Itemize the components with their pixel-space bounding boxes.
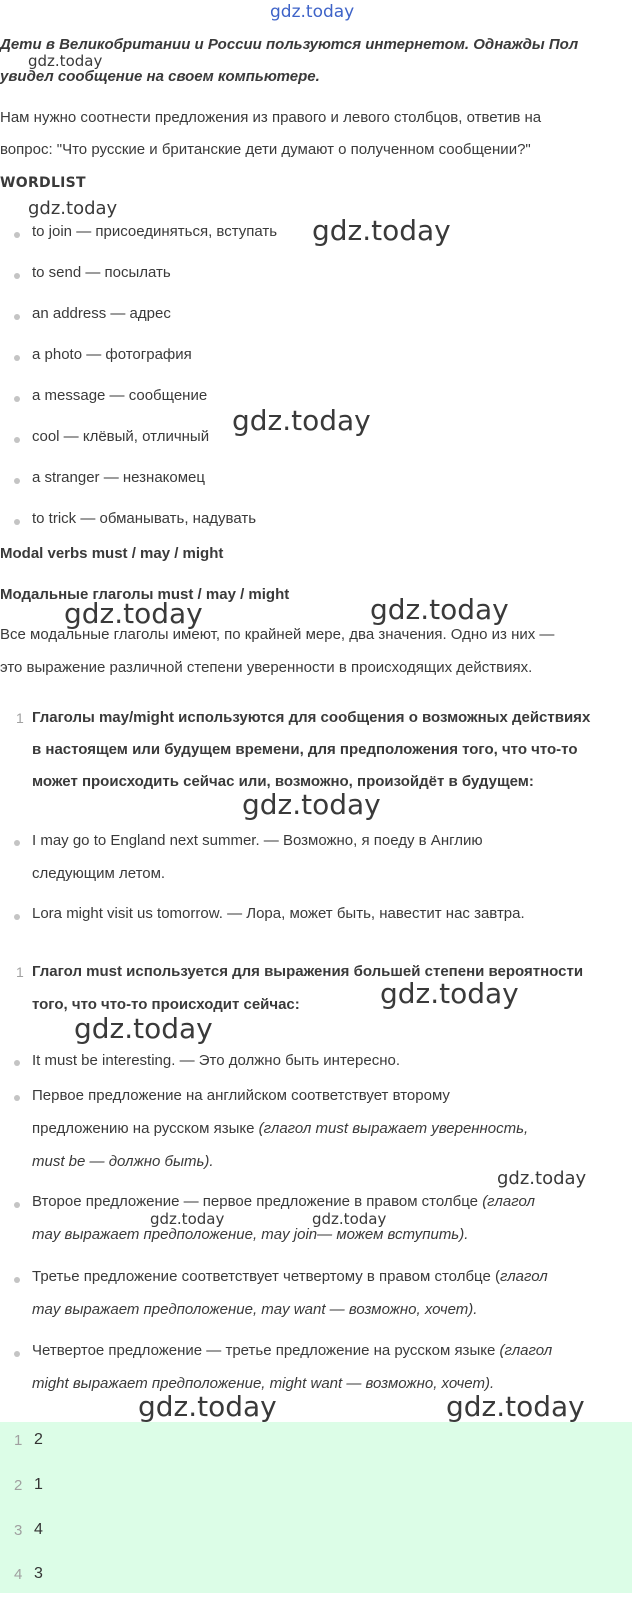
bullet-icon [14,355,20,361]
list-item: cool — клёвый, отличный [32,428,210,445]
watermark: gdz.today [28,198,118,219]
watermark: gdz.today [138,1390,277,1423]
bullet-icon [14,273,20,279]
rule-number: 1 [16,964,24,980]
watermark: gdz.today [312,214,451,247]
answer-number: 1 [14,1432,23,1449]
watermark: gdz.today [497,1168,587,1189]
rule1-line-3: может происходить сейчас или, возможно, произойдёт в будущем: [32,773,534,790]
list-item: a stranger — незнакомец [32,469,205,486]
watermark: gdz.today [64,597,203,630]
bullet-icon [14,478,20,484]
modal-intro-line-1: Все модальные глаголы имеют, по крайней мере, два значения. Одно из них — [0,626,555,643]
answer-number: 4 [14,1566,23,1583]
intro-line-1: Дети в Великобритании и России пользуются интернетом. Однажды Пол [0,36,579,53]
explanation-line: предложению на русском языке (глагол must выражает уверенность, [32,1120,529,1137]
watermark: gdz.today [380,977,519,1010]
answer-row [0,1473,632,1513]
watermark-top: gdz.today [270,2,355,22]
rule2-line-2: того, что что-то происходит сейчас: [32,996,300,1013]
watermark: gdz.today [370,593,509,626]
answer-value: 3 [34,1565,43,1582]
bullet-icon [14,1060,20,1066]
list-item: an address — адрес [32,305,171,322]
answer-number: 3 [14,1522,23,1539]
bullet-icon [14,1095,20,1101]
explanation-line: may выражает предположение, may join— можем вступить). [32,1226,469,1243]
example-line: следующим летом. [32,865,166,882]
watermark: gdz.today [74,1012,213,1045]
list-item: a message — сообщение [32,387,208,404]
rule-number: 1 [16,710,24,726]
list-item: to join — присоединяться, вступать [32,223,278,240]
list-item: to send — посылать [32,264,171,281]
explanation-line: Второе предложение — первое предложение в правом столбце (глагол [32,1193,535,1210]
modal-title-ru: Модальные глаголы must / may / might [0,586,290,603]
bullet-icon [14,840,20,846]
explanation-line: may выражает предположение, may want — возможно, хочет). [32,1301,478,1318]
example-line: It must be interesting. — Это должно быть интересно. [32,1052,400,1069]
rule1-line-1: Глаголы may/might используются для сообщения о возможных действиях [32,709,591,726]
explanation-line: might выражает предположение, might want — возможно, хочет). [32,1375,495,1392]
watermark: gdz.today [312,1210,387,1228]
bullet-icon [14,396,20,402]
bullet-icon [14,914,20,920]
answer-value: 4 [34,1521,43,1538]
list-item: a photo — фотография [32,346,192,363]
explanation-line: Первое предложение на английском соответствует второму [32,1087,450,1104]
modal-intro-line-2: это выражение различной степени уверенности в происходящих действиях. [0,659,533,676]
explanation-line: Третье предложение соответствует четвертому в правом столбце (глагол [32,1268,548,1285]
watermark: gdz.today [28,52,103,70]
intro-line-2: увидел сообщение на своем компьютере. [0,68,320,85]
bullet-icon [14,232,20,238]
explanation-line: must be — должно быть). [32,1153,214,1170]
watermark: gdz.today [150,1210,225,1228]
answer-row [0,1518,632,1558]
answer-value: 2 [34,1431,43,1448]
bullet-icon [14,519,20,525]
wordlist-title: WORDLIST [0,175,86,191]
explanation-line: Четвертое предложение — третье предложение на русском языке (глагол [32,1342,553,1359]
bullet-icon [14,437,20,443]
example-line: I may go to England next summer. — Возможно, я поеду в Англию [32,832,483,849]
example-line: Lora might visit us tomorrow. — Лора, может быть, навестит нас завтра. [32,905,525,922]
watermark: gdz.today [232,404,371,437]
answer-number: 2 [14,1477,23,1494]
bullet-icon [14,314,20,320]
bullet-icon [14,1351,20,1357]
rule1-line-2: в настоящем или будущем времени, для предположения того, что что-то [32,741,578,758]
task-line-2: вопрос: "Что русские и британские дети думают о полученном сообщении?" [0,141,531,158]
answer-row [0,1562,632,1602]
bullet-icon [14,1277,20,1283]
bullet-icon [14,1202,20,1208]
task-line-1: Нам нужно соотнести предложения из правого и левого столбцов, ответив на [0,109,542,126]
modal-title-en: Modal verbs must / may / might [0,545,224,562]
list-item: to trick — обманывать, надувать [32,510,257,527]
watermark: gdz.today [446,1390,585,1423]
answer-value: 1 [34,1476,43,1493]
answer-row [0,1428,632,1468]
answers-panel [0,1422,632,1593]
watermark: gdz.today [242,788,381,821]
rule2-line-1: Глагол must используется для выражения большей степени вероятности [32,963,584,980]
